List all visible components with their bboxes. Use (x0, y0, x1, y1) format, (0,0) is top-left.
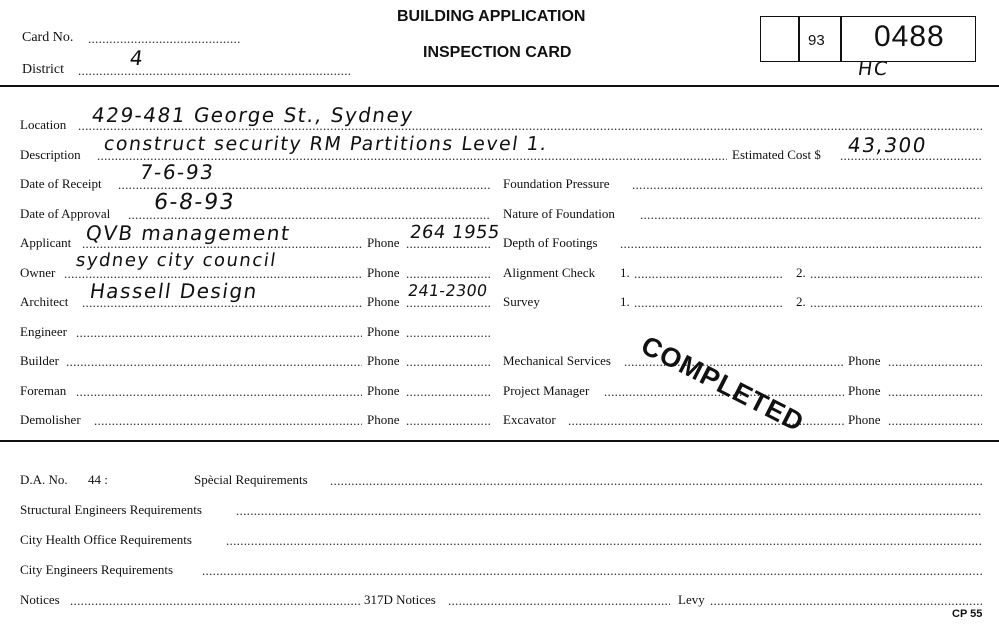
foreman-field[interactable] (76, 384, 362, 399)
architect-phone-value: 241-2300 (406, 281, 489, 300)
nature-foundation-label: Nature of Foundation (503, 206, 615, 221)
alignment-check-1-field[interactable] (634, 266, 782, 281)
architect-value: Hassell Design (88, 279, 260, 303)
health-requirements-label: City Health Office Requirements (20, 532, 192, 547)
foreman-phone-label: Phone (367, 383, 400, 398)
demolisher-phone-field[interactable] (406, 413, 492, 428)
applicant-label: Applicant (20, 235, 72, 250)
builder-phone-field[interactable] (406, 354, 492, 369)
builder-phone-label: Phone (367, 353, 400, 368)
notices-field[interactable] (70, 593, 360, 608)
city-engineers-requirements-field[interactable] (202, 563, 982, 578)
district-value: 4 (128, 46, 146, 70)
box-number: 0488 (874, 20, 945, 53)
district-label: District (22, 62, 64, 77)
survey-two-label: 2. (796, 294, 806, 309)
form-title-line1: BUILDING APPLICATION (397, 8, 586, 25)
foundation-pressure-label: Foundation Pressure (503, 176, 610, 191)
excavator-label: Excavator (503, 412, 556, 427)
nature-foundation-field[interactable] (640, 207, 982, 222)
card-no-label: Card No. (22, 30, 74, 45)
builder-label: Builder (20, 353, 59, 368)
da-no-value: 44 : (88, 472, 108, 487)
box-divider-2 (840, 17, 842, 61)
form-code: CP 55 (952, 608, 983, 620)
builder-field[interactable] (66, 354, 362, 369)
depth-footings-label: Depth of Footings (503, 235, 598, 250)
notices-317d-label: 317D Notices (364, 592, 436, 607)
project-manager-phone-label: Phone (848, 383, 881, 398)
box-note: HC (856, 58, 891, 80)
architect-label: Architect (20, 294, 69, 309)
completed-stamp: COMPLETED (636, 330, 810, 438)
description-value: construct security RM Partitions Level 1. (102, 133, 550, 155)
description-label: Description (20, 147, 81, 162)
alignment-two-label: 2. (796, 265, 806, 280)
da-no-label: D.A. No. (20, 472, 68, 487)
location-label: Location (20, 117, 67, 132)
owner-phone-field[interactable] (406, 266, 492, 281)
estimated-cost-label: Estimated Cost $ (732, 147, 821, 162)
top-divider (0, 85, 999, 87)
mechanical-phone-field[interactable] (888, 354, 982, 369)
survey-1-field[interactable] (634, 295, 782, 310)
levy-field[interactable] (710, 593, 982, 608)
health-requirements-field[interactable] (226, 533, 982, 548)
box-prefix: 93 (808, 32, 825, 49)
depth-footings-field[interactable] (620, 236, 982, 251)
survey-2-field[interactable] (810, 295, 982, 310)
estimated-cost-value: 43,300 (846, 133, 929, 157)
alignment-one-label: 1. (620, 265, 630, 280)
alignment-check-2-field[interactable] (810, 266, 982, 281)
survey-one-label: 1. (620, 294, 630, 309)
form-title-line2: INSPECTION CARD (423, 44, 572, 61)
applicant-phone-value: 264 1955 (408, 222, 502, 243)
levy-label: Levy (678, 592, 705, 607)
excavator-phone-label: Phone (848, 412, 881, 427)
engineer-label: Engineer (20, 324, 67, 339)
alignment-check-label: Alignment Check (503, 265, 596, 280)
demolisher-label: Demolisher (20, 412, 81, 427)
date-receipt-value: 7-6-93 (138, 160, 217, 184)
card-no-field[interactable] (88, 31, 240, 46)
city-engineers-requirements-label: City Engineers Requirements (20, 562, 174, 577)
district-field[interactable] (78, 63, 352, 78)
notices-label: Notices (20, 592, 60, 607)
mechanical-services-label: Mechanical Services (503, 353, 611, 368)
special-requirements-field[interactable] (330, 473, 982, 488)
applicant-value: QVB management (84, 221, 293, 245)
location-value: 429-481 George St., Sydney (90, 103, 416, 127)
foundation-pressure-field[interactable] (632, 177, 982, 192)
box-divider-1 (798, 17, 800, 61)
demolisher-field[interactable] (94, 413, 362, 428)
survey-label: Survey (503, 294, 540, 309)
excavator-phone-field[interactable] (888, 413, 982, 428)
engineer-phone-field[interactable] (406, 325, 492, 340)
date-approval-value: 6-8-93 (152, 190, 237, 215)
architect-phone-label: Phone (367, 294, 400, 309)
foreman-label: Foreman (20, 383, 67, 398)
owner-label: Owner (20, 265, 56, 280)
project-manager-phone-field[interactable] (888, 384, 982, 399)
date-receipt-label: Date of Receipt (20, 176, 102, 191)
foreman-phone-field[interactable] (406, 384, 492, 399)
engineer-field[interactable] (76, 325, 362, 340)
demolisher-phone-label: Phone (367, 412, 400, 427)
middle-divider (0, 440, 999, 442)
structural-requirements-label: Structural Engineers Requirements (20, 502, 202, 517)
engineer-phone-label: Phone (367, 324, 400, 339)
owner-value: sydney city council (74, 250, 279, 271)
applicant-phone-label: Phone (367, 235, 400, 250)
special-requirements-label: Spècial Requirements (194, 472, 308, 487)
owner-phone-label: Phone (367, 265, 400, 280)
structural-requirements-field[interactable] (236, 503, 982, 518)
date-approval-label: Date of Approval (20, 206, 111, 221)
project-manager-label: Project Manager (503, 383, 590, 398)
mechanical-phone-label: Phone (848, 353, 881, 368)
notices-317d-field[interactable] (448, 593, 670, 608)
